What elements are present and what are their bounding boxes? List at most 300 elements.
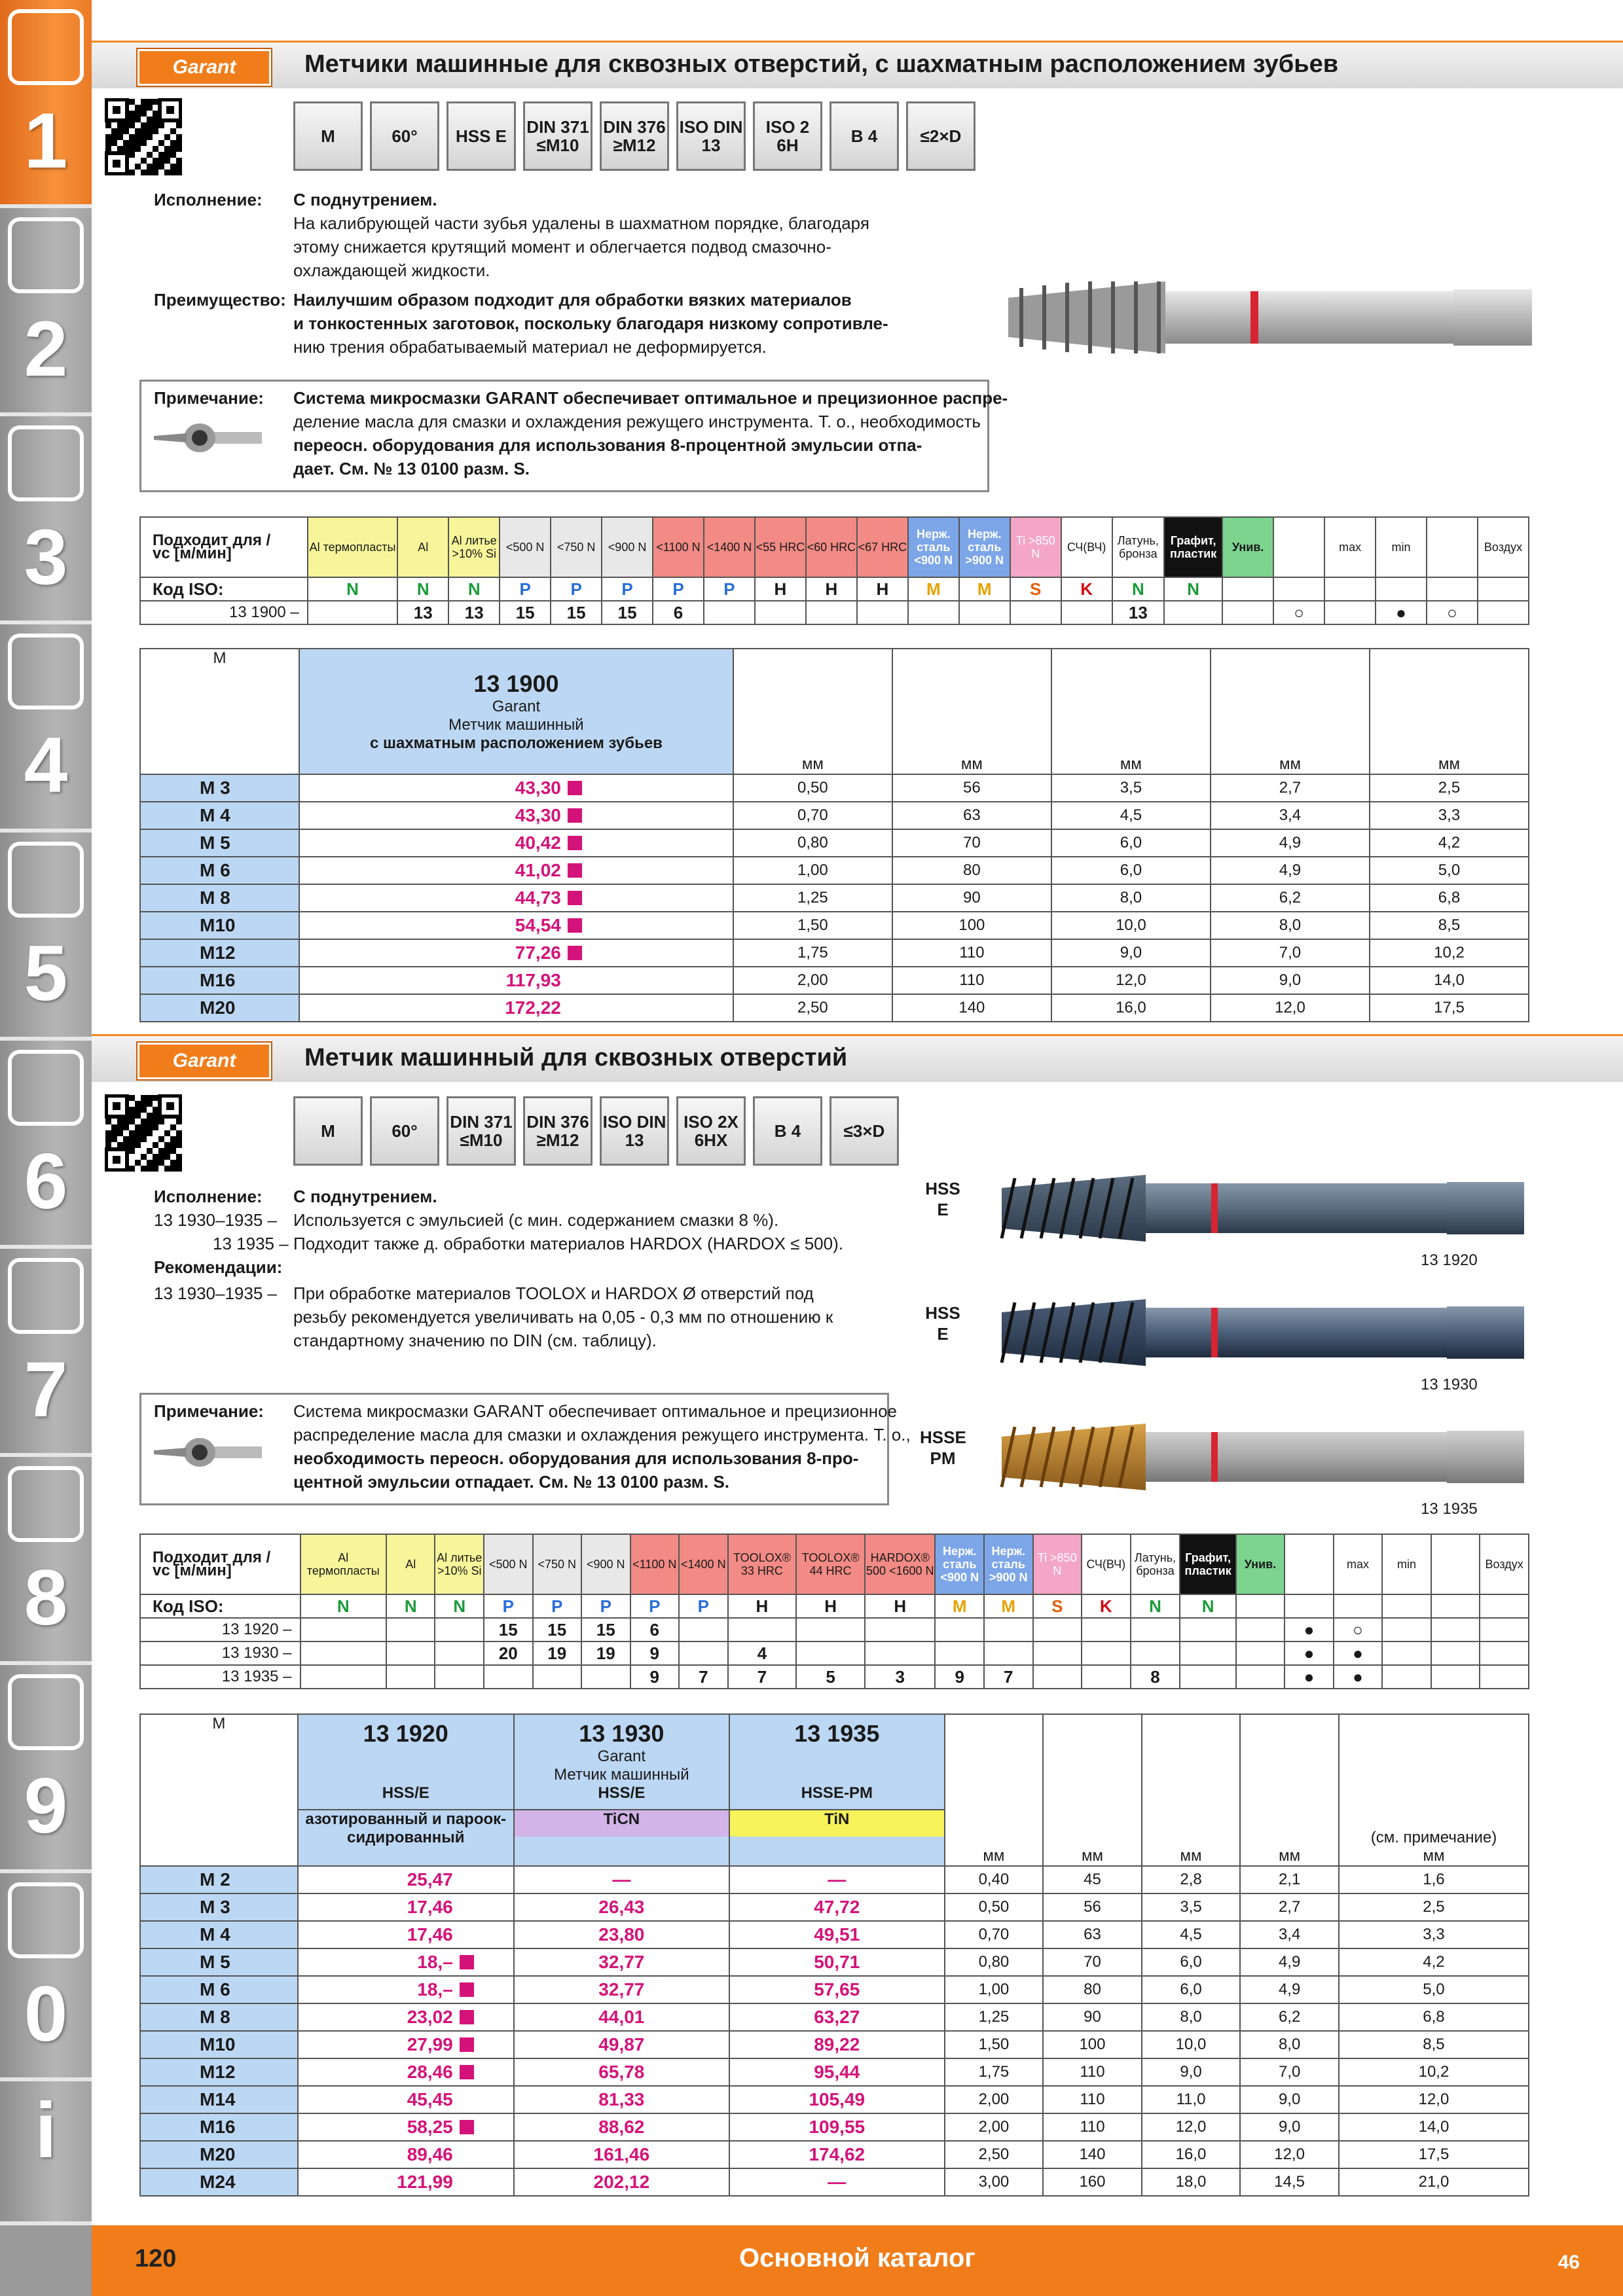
- price-cell-131920[interactable]: [298, 2168, 514, 2196]
- s2-note-line-4: центной эмульсии отпадает. См. № 13 0100 разм. S.: [293, 1472, 730, 1492]
- prod1-col-hole: [1370, 649, 1529, 774]
- price-value: 23,02: [407, 2007, 453, 2027]
- chapter-tab-5[interactable]: [0, 833, 92, 1041]
- prod1-row: [140, 774, 1529, 802]
- suit-cell: [679, 1618, 728, 1641]
- rec-ref: 13 1930–1935 –: [154, 1283, 277, 1303]
- dim-cell: 6,0: [1051, 829, 1211, 857]
- spacer: [299, 1766, 513, 1784]
- suit-cell: 15: [484, 1618, 533, 1641]
- suit-cell: [1382, 1665, 1431, 1689]
- rec-line-2: резьбу рекомендуется увеличивать на 0,05 - 0,3 мм по отношению к: [293, 1307, 833, 1327]
- stock-marker-icon: [568, 946, 582, 960]
- price-value: 50,71: [814, 1952, 860, 1972]
- thread-size: M 2: [140, 1866, 298, 1893]
- price-cell-131935[interactable]: [729, 2058, 945, 2086]
- price-cell-131920[interactable]: [298, 1866, 514, 1893]
- price-cell-131930[interactable]: [514, 2031, 729, 2058]
- dim-cell: 14,5: [1240, 2168, 1339, 2196]
- price-cell-131935[interactable]: [729, 1893, 945, 1921]
- suit-cell: [1480, 1665, 1529, 1689]
- prod1-m-header: M: [140, 649, 299, 774]
- iso-code-cell: P: [704, 577, 755, 601]
- spec-box-6: [676, 101, 746, 171]
- dim-cell: 1,75: [733, 939, 892, 967]
- spec-box-1: [293, 1096, 363, 1166]
- suit-col-3: Al литье >10% Si: [435, 1534, 484, 1594]
- suit-header-label: [140, 517, 308, 577]
- stock-marker-icon: [460, 2037, 474, 2052]
- iso-code-cell: N: [1180, 1594, 1235, 1618]
- dim-cell: 0,80: [733, 829, 892, 857]
- price-value: 44,73: [515, 888, 561, 908]
- rec-line-1: При обработке материалов TOOLOX и HARDOX Ø отверстий под: [293, 1283, 814, 1303]
- price-cell-131930[interactable]: [514, 2058, 729, 2086]
- price-cell[interactable]: [299, 939, 733, 967]
- spec-box-label: B 4: [850, 126, 878, 146]
- price-cell-131920[interactable]: [298, 1921, 514, 1948]
- suit-cell: ○: [1334, 1618, 1383, 1641]
- suit-col-12: Нерж. сталь <900 N: [935, 1534, 984, 1594]
- dim-cell: 110: [892, 939, 1051, 967]
- suit-cell: [1131, 1641, 1180, 1665]
- chapter-tab-1[interactable]: [0, 0, 92, 208]
- suit-cell: [386, 1641, 435, 1665]
- prod1-code: 13 1900: [473, 670, 559, 697]
- dim-cell: 3,5: [1051, 774, 1211, 802]
- price-cell-131930[interactable]: [514, 2141, 729, 2168]
- spec-box-3: [447, 1096, 516, 1166]
- price-value: 43,30: [515, 805, 561, 825]
- price-cell-131930[interactable]: [514, 1921, 729, 1948]
- price-cell-131935[interactable]: [729, 2086, 945, 2113]
- stock-marker-icon: [568, 891, 582, 905]
- suit-header-line-2: vc [м/мин]: [153, 1562, 232, 1579]
- price-cell[interactable]: [299, 802, 733, 829]
- price-cell-131920[interactable]: [298, 1893, 514, 1921]
- prod1-row: [140, 967, 1529, 994]
- suit-cell: [865, 1641, 935, 1665]
- stock-marker-icon: [460, 2065, 474, 2079]
- dim-cell: 2,00: [945, 2086, 1044, 2113]
- suit-col-8: <1400 N: [679, 1534, 728, 1594]
- rec-line-3: стандартному значению по DIN (см. таблицу).: [293, 1331, 657, 1350]
- price-cell-131930[interactable]: [514, 2168, 729, 2196]
- price-cell-131920[interactable]: [298, 2003, 514, 2031]
- price-cell[interactable]: [299, 994, 733, 1022]
- suit-cell: [1010, 601, 1061, 624]
- spec-box-7: [753, 1096, 822, 1166]
- price-cell[interactable]: [299, 884, 733, 912]
- dim-cell: 8,0: [1211, 912, 1370, 939]
- iso-code-cell: [1376, 577, 1427, 601]
- suit-col-1: Al термопласты: [301, 1534, 386, 1594]
- price-value: 109,55: [809, 2117, 866, 2137]
- dim-cell: 16,0: [1142, 2141, 1241, 2168]
- suit-cell: ●: [1285, 1665, 1334, 1689]
- prod2-coating: TiCN: [515, 1809, 729, 1837]
- suit-cell: [1033, 1618, 1082, 1641]
- suit-cell: [1236, 1665, 1285, 1689]
- price-cell-131920[interactable]: [298, 2058, 514, 2086]
- suit-cell: [581, 1665, 630, 1689]
- suit-cell: [1082, 1641, 1131, 1665]
- prod2-row: [140, 2003, 1529, 2031]
- prod2-tool-header-2: [514, 1714, 729, 1866]
- suit-cell: ●: [1376, 601, 1427, 624]
- tap-image-131920: [995, 1158, 1532, 1257]
- dim-cell: 6,0: [1142, 1948, 1241, 1976]
- price-value: 95,44: [814, 2062, 860, 2082]
- spec-box-label: B 4: [774, 1121, 801, 1141]
- suit-col-13: Нерж. сталь >900 N: [984, 1534, 1033, 1594]
- spec-box-label: M: [321, 1121, 335, 1141]
- suit-cell: [755, 601, 806, 624]
- price-cell[interactable]: [299, 967, 733, 994]
- section1-suitability-table: [139, 516, 1529, 625]
- spec-box-label: HSS E: [455, 126, 507, 146]
- suit-col-16: Латунь, бронза: [1112, 517, 1164, 577]
- iso-code-cell: P: [551, 577, 602, 601]
- suit-cell: [935, 1618, 984, 1641]
- dim-cell: 6,0: [1142, 1976, 1241, 2003]
- suit-header-label: [140, 1534, 301, 1594]
- thread-size: M12: [140, 939, 299, 967]
- dim-cell: 110: [1043, 2086, 1142, 2113]
- price-cell-131930[interactable]: [514, 1948, 729, 1976]
- dim-cell: 3,4: [1240, 1921, 1339, 1948]
- chapter-tab-0[interactable]: [0, 1873, 92, 2081]
- suit-col-6: <900 N: [602, 517, 653, 577]
- suit-cell: ○: [1273, 601, 1324, 624]
- dim-cell: 2,7: [1211, 774, 1370, 802]
- chapter-tab-number: 8: [24, 1554, 68, 1641]
- dim-cell: 6,0: [1051, 857, 1211, 884]
- price-value: 17,46: [407, 1897, 453, 1917]
- suit-cell: [301, 1665, 386, 1689]
- suit-cell: 13: [397, 601, 448, 624]
- price-cell-131935[interactable]: [729, 2141, 945, 2168]
- prod2-coating: TiN: [730, 1809, 944, 1837]
- dim-cell: 9,0: [1142, 2058, 1241, 2086]
- exec-line-1: На калибрующей части зубья удалены в шахматном порядке, благодаря: [293, 213, 869, 233]
- chapter-tab-4[interactable]: [0, 624, 92, 833]
- iso-code-cell: [1478, 577, 1529, 601]
- garant-logo: Garant: [137, 49, 271, 86]
- suit-cell: ●: [1334, 1665, 1383, 1689]
- stock-marker-icon: [568, 781, 582, 795]
- stock-marker-icon: [568, 836, 582, 850]
- note-label: Примечание:: [154, 388, 264, 408]
- prod1-col-pitch: [733, 649, 892, 774]
- suit-col-17: Графит, пластик: [1180, 1534, 1235, 1594]
- prod1-desc1: Метчик машинный: [448, 716, 584, 734]
- chapter-tab-9[interactable]: [0, 1665, 92, 1873]
- suit-row-1: [140, 601, 1529, 624]
- prod2-row: [140, 2031, 1529, 2058]
- chapter-tab-7[interactable]: [0, 1249, 92, 1457]
- suit-header-row: [140, 1534, 1529, 1594]
- prod2-row: [140, 2168, 1529, 2196]
- tap-image-131930: [995, 1283, 1532, 1381]
- suit-cell: [984, 1641, 1033, 1665]
- price-cell-131920[interactable]: [298, 2031, 514, 2058]
- suit-col-14: Ti >850 N: [1010, 517, 1061, 577]
- iso-code-cell: H: [796, 1594, 865, 1618]
- dim-cell: 56: [1043, 1893, 1142, 1921]
- dim-cell: 100: [1043, 2031, 1142, 2058]
- prod2-row: [140, 2113, 1529, 2141]
- iso-code-label: Код ISO:: [140, 577, 308, 601]
- iso-code-cell: P: [679, 1594, 728, 1618]
- dim-cell: 1,50: [945, 2031, 1044, 2058]
- price-value: 49,51: [814, 1924, 860, 1945]
- suit-col-22: [1431, 1534, 1480, 1594]
- price-cell-131920[interactable]: [298, 1976, 514, 2003]
- price-value: —: [828, 1869, 847, 1890]
- prod2-code: 13 1920: [363, 1720, 448, 1747]
- suit-cell: [386, 1665, 435, 1689]
- chapter-tab-2[interactable]: [0, 208, 92, 416]
- exec-line-3: охлаждающей жидкости.: [293, 260, 490, 280]
- suit-cell: 13: [1112, 601, 1164, 624]
- section1-product-table: [139, 648, 1529, 1022]
- spec-box-label: 60°: [392, 126, 418, 146]
- dim-cell: 4,2: [1339, 1948, 1529, 1976]
- price-value: 58,25: [407, 2117, 453, 2137]
- price-cell[interactable]: [299, 912, 733, 939]
- price-cell-131935[interactable]: [729, 2168, 945, 2196]
- qr-code-icon-2[interactable]: [105, 1094, 182, 1172]
- spec-box-2: [370, 1096, 439, 1166]
- price-value: 17,46: [407, 1924, 453, 1945]
- suit-cell: 9: [630, 1641, 680, 1665]
- prod2-coating: азотированный и пароок-сидированный: [299, 1809, 513, 1847]
- suit-cell: 15: [500, 601, 551, 624]
- chapter-tab-i[interactable]: [0, 2081, 92, 2225]
- dim-cell: 6,8: [1339, 2003, 1529, 2031]
- dim-cell: 1,25: [945, 2003, 1044, 2031]
- thread-size: M 4: [140, 802, 299, 829]
- price-value: 81,33: [598, 2089, 645, 2109]
- suit-col-13: Нерж. сталь >900 N: [959, 517, 1010, 577]
- footer-code: 46: [1558, 2251, 1580, 2273]
- price-cell-131935[interactable]: [729, 1976, 945, 2003]
- dim-cell: 2,7: [1240, 1893, 1339, 1921]
- suit-col-8: <1400 N: [704, 517, 755, 577]
- dim-cell: 6,2: [1240, 2003, 1339, 2031]
- spec-box-9: [906, 101, 976, 171]
- dim-cell: 45: [1043, 1866, 1142, 1893]
- col-unit: мм: [1279, 1847, 1301, 1865]
- iso-code-cell: M: [908, 577, 959, 601]
- col-unit: мм: [1120, 755, 1142, 773]
- chapter-5-icon: [8, 842, 84, 918]
- suit-row-3: [140, 1665, 1529, 1689]
- iso-code-cell: P: [500, 577, 551, 601]
- stock-marker-icon: [460, 1955, 474, 1969]
- suit-cell: 5: [796, 1665, 865, 1689]
- price-value: 26,43: [598, 1897, 645, 1917]
- price-cell[interactable]: [299, 857, 733, 884]
- dim-cell: 8,5: [1339, 2031, 1529, 2058]
- chapter-tab-8[interactable]: [0, 1457, 92, 1665]
- suit-cell: [796, 1618, 865, 1641]
- suit-col-2: Al: [397, 517, 448, 577]
- dim-cell: 16,0: [1051, 994, 1211, 1022]
- suit-col-22: [1427, 517, 1478, 577]
- s2-note-label: Примечание:: [154, 1401, 264, 1421]
- prod2-m-header: M: [140, 1714, 298, 1866]
- chapter-tab-6[interactable]: [0, 1041, 92, 1249]
- prod2-material: HSS/E: [598, 1784, 646, 1802]
- dim-cell: 8,0: [1240, 2031, 1339, 2058]
- chapter-tab-number: i: [35, 2087, 57, 2174]
- prod2-row: [140, 1921, 1529, 1948]
- dim-cell: 18,0: [1142, 2168, 1241, 2196]
- price-value: 161,46: [593, 2144, 650, 2164]
- prod1-col-square: [1211, 649, 1370, 774]
- chapter-tab-number: 6: [24, 1138, 68, 1225]
- chapter-tab-3[interactable]: [0, 416, 92, 624]
- stock-marker-icon: [568, 863, 582, 878]
- prod1-col-length: [892, 649, 1051, 774]
- iso-code-cell: M: [984, 1594, 1033, 1618]
- iso-code-row: [140, 577, 1529, 601]
- suit-cell: [1061, 601, 1112, 624]
- suit-cell: [301, 1641, 386, 1665]
- price-cell-131930[interactable]: [514, 1866, 729, 1893]
- note-line-1: Система микросмазки GARANT обеспечивает оптимальное и прецизионное распре-: [293, 388, 1008, 408]
- price-cell-131935[interactable]: [729, 1866, 945, 1893]
- dim-cell: 2,5: [1370, 774, 1529, 802]
- prod2-row: [140, 1893, 1529, 1921]
- tool-material-2: HSS E: [925, 1303, 960, 1344]
- suit-cell: [1382, 1618, 1431, 1641]
- iso-code-row: [140, 1594, 1529, 1618]
- price-cell-131935[interactable]: [729, 1948, 945, 1976]
- price-value: —: [612, 1869, 631, 1890]
- suit-col-21: min: [1376, 517, 1427, 577]
- price-value: 54,54: [515, 915, 561, 935]
- col-unit: мм: [1423, 1847, 1445, 1865]
- price-value: 44,01: [598, 2007, 645, 2027]
- thread-size: M 6: [140, 857, 299, 884]
- thread-size: M 8: [140, 884, 299, 912]
- qr-code-icon[interactable]: [105, 98, 182, 175]
- iso-code-cell: N: [301, 1594, 386, 1618]
- suit-cell: [935, 1641, 984, 1665]
- price-cell-131930[interactable]: [514, 2003, 729, 2031]
- price-value: 88,62: [598, 2117, 645, 2137]
- spec-box-label: ISO DIN 13: [679, 117, 748, 155]
- chapter-tab-number: 9: [24, 1762, 68, 1850]
- suit-col-5: <750 N: [533, 1534, 582, 1594]
- price-cell-131930[interactable]: [514, 2086, 729, 2113]
- suit-col-19: [1285, 1534, 1334, 1594]
- suit-cell: [704, 601, 755, 624]
- suit-cell: 15: [581, 1618, 630, 1641]
- tool-code-2: 13 1930: [1421, 1376, 1478, 1393]
- price-value: 27,99: [407, 2034, 453, 2054]
- prod2-material: HSSE-PM: [801, 1784, 873, 1802]
- suit-col-9: TOOLOX® 33 HRC: [728, 1534, 797, 1594]
- spec-box-label: DIN 371 ≤M10: [450, 1112, 517, 1150]
- price-cell[interactable]: [299, 829, 733, 857]
- iso-code-cell: P: [653, 577, 704, 601]
- spec-box-label: ISO 2X 6HX: [684, 1112, 744, 1150]
- suit-cell: [1431, 1618, 1480, 1641]
- suit-cell: [1236, 1641, 1285, 1665]
- price-cell-131930[interactable]: [514, 1976, 729, 2003]
- prod1-row: [140, 802, 1529, 829]
- suit-cell: 19: [533, 1641, 582, 1665]
- prod2-desc: Метчик машинный: [554, 1766, 689, 1784]
- price-cell-131920[interactable]: [298, 2141, 514, 2168]
- thread-size: M10: [140, 912, 299, 939]
- dim-cell: 17,5: [1339, 2141, 1529, 2168]
- price-value: 117,93: [505, 970, 561, 990]
- chapter-tab-number: 3: [24, 513, 68, 601]
- chapter-6-icon: [8, 1050, 84, 1126]
- iso-code-cell: K: [1061, 577, 1112, 601]
- price-cell-131935[interactable]: [729, 1921, 945, 1948]
- thread-size: M20: [140, 2141, 298, 2168]
- suit-cell: 15: [551, 601, 602, 624]
- prod2-col-hole: [1339, 1714, 1529, 1866]
- suit-cell: [435, 1641, 484, 1665]
- price-cell-131935[interactable]: [729, 2031, 945, 2058]
- suit-col-10: <60 HRC: [806, 517, 857, 577]
- price-cell-131935[interactable]: [729, 2003, 945, 2031]
- adv-line-3: нию трения обрабатываемый материал не деформируется.: [293, 337, 767, 357]
- thread-size: M 8: [140, 2003, 298, 2031]
- price-cell-131935[interactable]: [729, 2113, 945, 2141]
- chapter-1-icon: [8, 9, 84, 85]
- suit-cell: ●: [1285, 1641, 1334, 1665]
- iso-code-cell: [1273, 577, 1324, 601]
- spec-box-8: [830, 1096, 899, 1166]
- iso-code-cell: [1324, 577, 1376, 601]
- price-cell-131930[interactable]: [514, 1893, 729, 1921]
- suit-cell: [1033, 1665, 1082, 1689]
- suit-col-6: <900 N: [581, 1534, 630, 1594]
- suit-col-10: TOOLOX® 44 HRC: [796, 1534, 865, 1594]
- price-cell-131920[interactable]: [298, 1948, 514, 1976]
- suit-row-label: 13 1930 –: [140, 1641, 301, 1665]
- price-value: 65,78: [598, 2062, 645, 2082]
- price-cell-131920[interactable]: [298, 2113, 514, 2141]
- price-cell-131930[interactable]: [514, 2113, 729, 2141]
- prod1-row: [140, 857, 1529, 884]
- price-cell[interactable]: [299, 774, 733, 802]
- suit-cell: [679, 1641, 728, 1665]
- prod2-material: HSS/E: [382, 1784, 429, 1802]
- price-value: 172,22: [505, 997, 561, 1018]
- price-value: 77,26: [515, 942, 561, 963]
- prod2-row: [140, 2141, 1529, 2168]
- suit-cell: 8: [1131, 1665, 1180, 1689]
- dim-cell: 6,8: [1370, 884, 1529, 912]
- suit-cell: [1180, 1618, 1235, 1641]
- dim-cell: 2,8: [1142, 1866, 1241, 1893]
- prod2-header-row: [140, 1714, 1529, 1866]
- suit-cell: 9: [935, 1665, 984, 1689]
- suit-cell: 15: [533, 1618, 582, 1641]
- price-cell-131920[interactable]: [298, 2086, 514, 2113]
- prod2-col-length: [1043, 1714, 1142, 1866]
- spec-box-label: DIN 376 ≥M12: [526, 1112, 594, 1150]
